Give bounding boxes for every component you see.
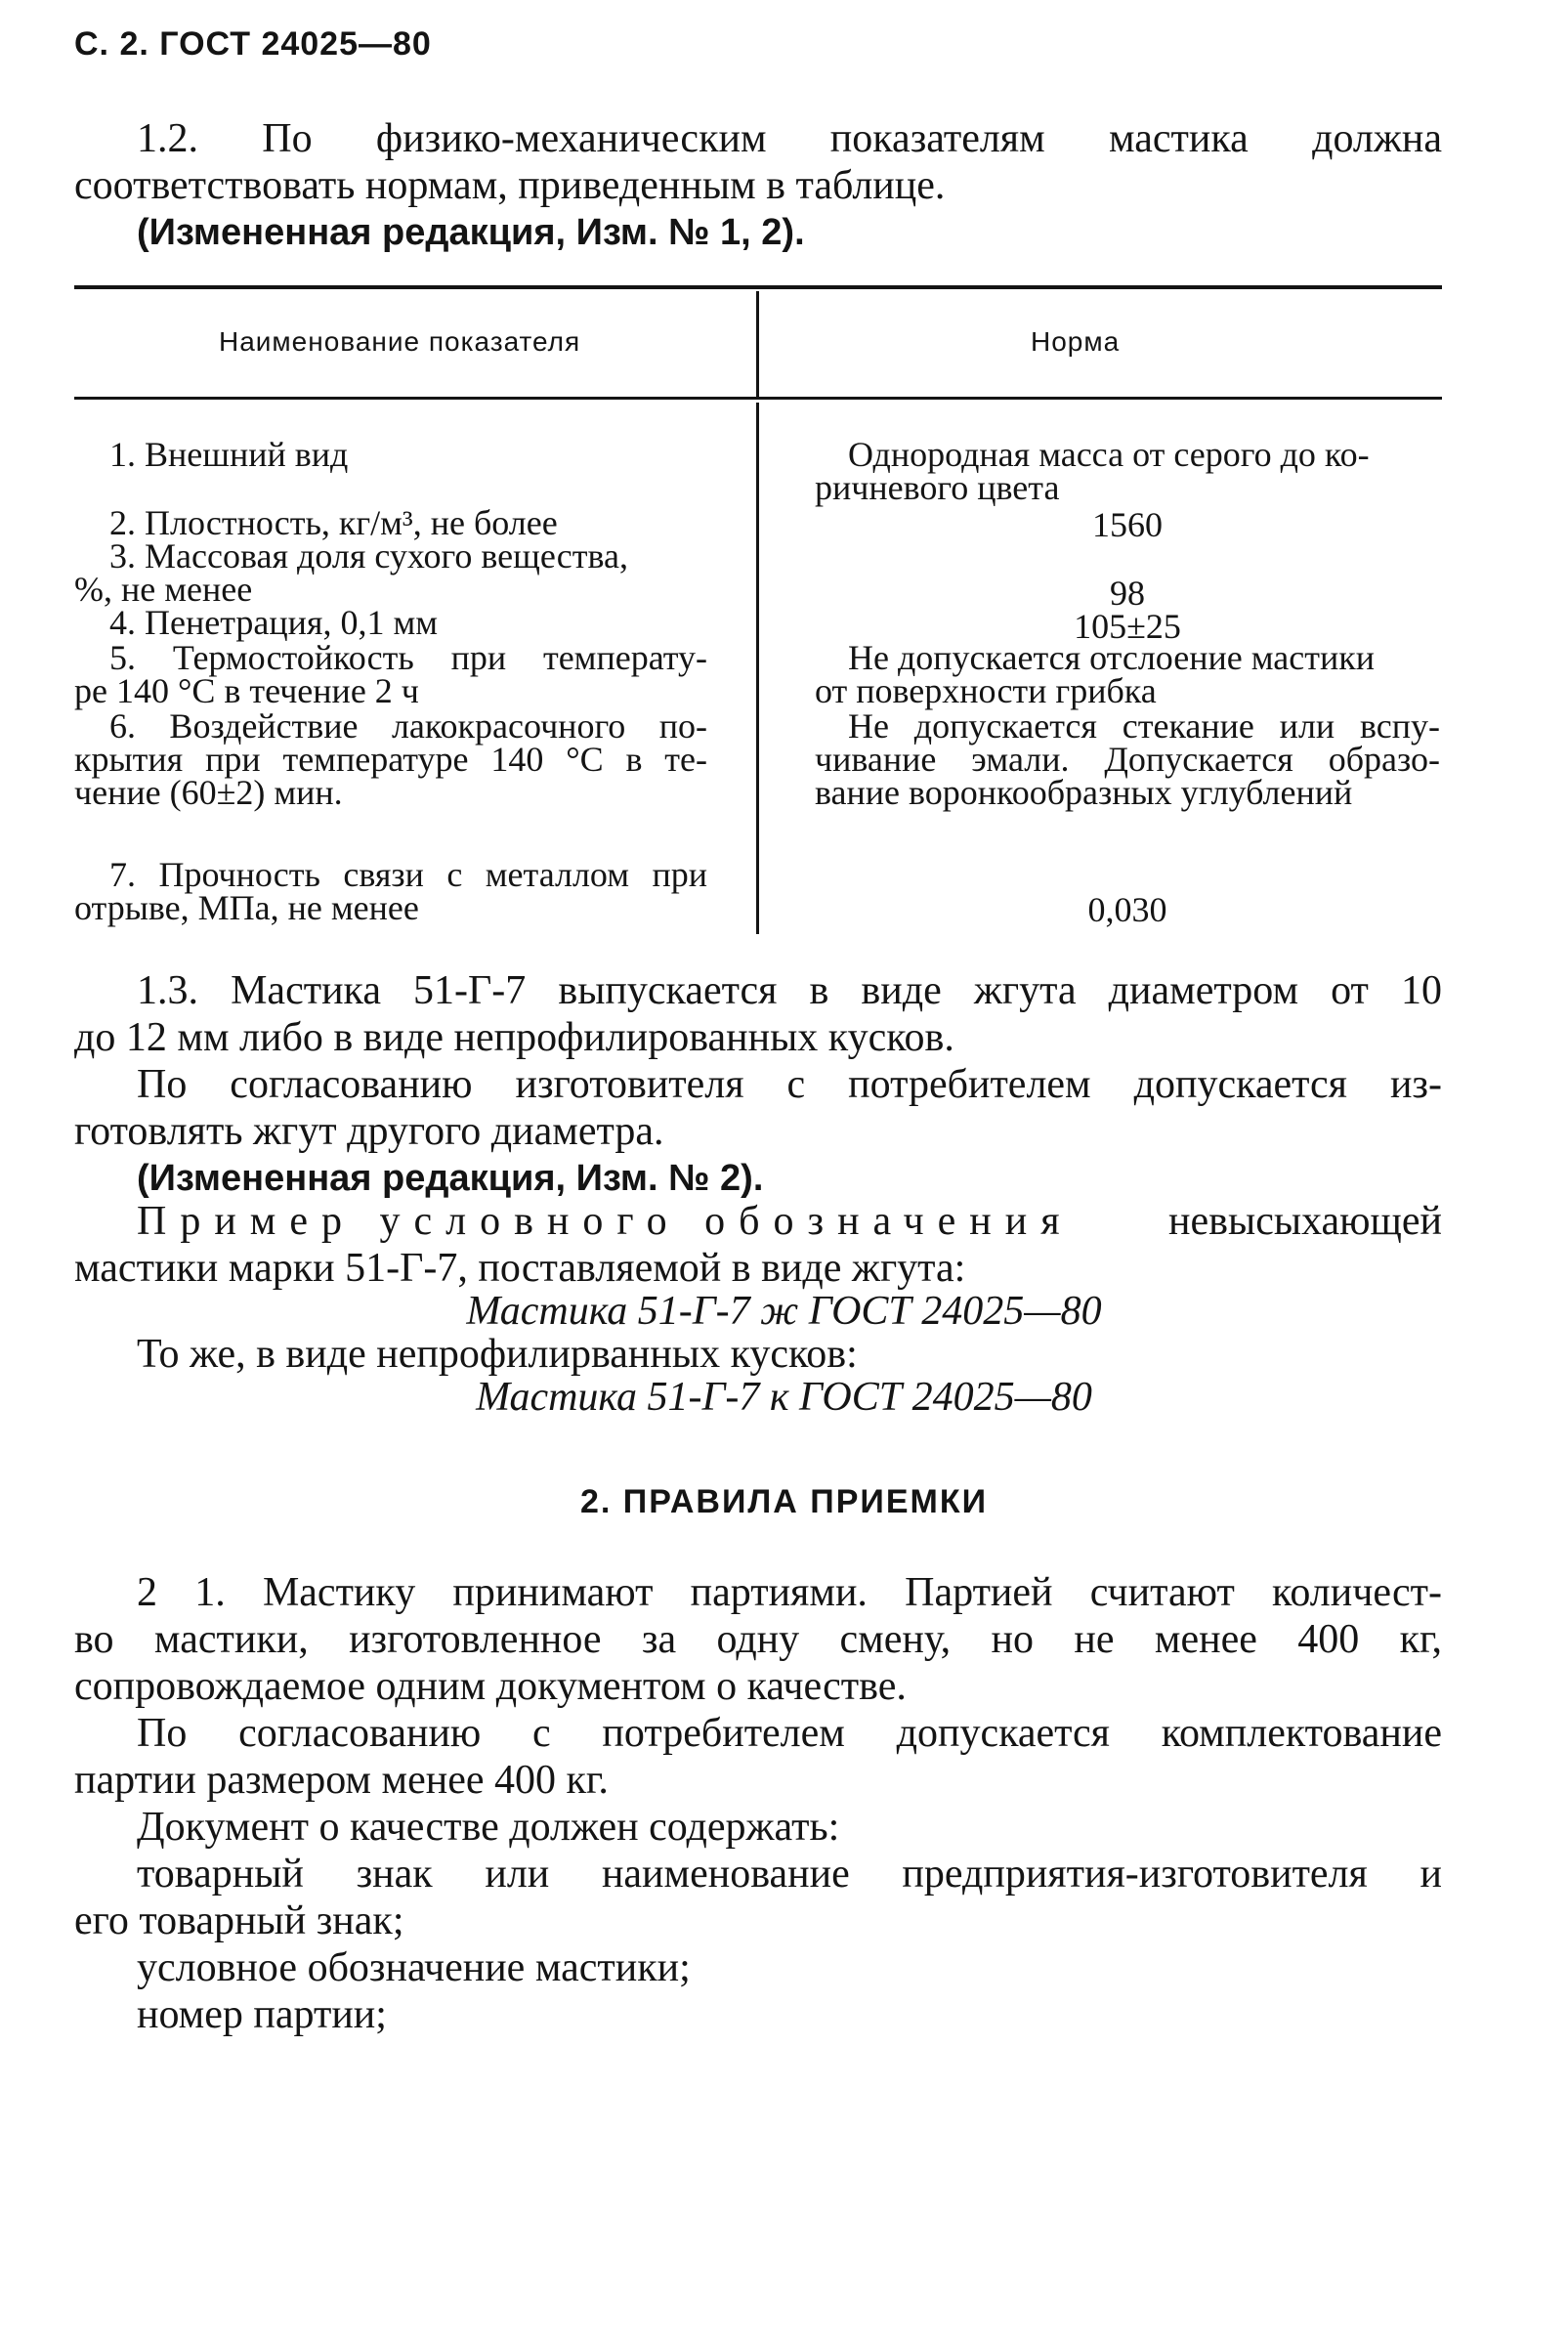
example-designation-2: Мастика 51-Г-7 к ГОСТ 24025—80 [476,1375,1092,1420]
section-2-line: его товарный знак; [74,1898,404,1943]
section-2-line: По согласованию с потребителем допускается комплектование [137,1711,1442,1756]
section-2-line: 2 1. Мастику принимают партиями. Партией считают количест- [137,1570,1442,1615]
table-cell-norm: вание воронкообразных углублений [815,773,1353,812]
example-designation-1: Мастика 51-Г-7 ж ГОСТ 24025—80 [466,1289,1102,1334]
table-cell-norm: Не допускается стекание или вспу- [848,706,1440,746]
example-line2: мастики марки 51-Г-7, поставляемой в виде жгута: [74,1246,966,1291]
section-2-line: условное обозначение мастики; [137,1945,691,1990]
section-2-line: во мастики, изготовленное за одну смену, но не менее 400 кг, [74,1617,1442,1662]
table-cell-name: крытия при температуре 140 °С в те- [74,740,707,779]
table-cell-name: 5. Термостойкость при температу- [109,638,707,677]
section-2-line: партии размером менее 400 кг. [74,1758,609,1803]
table-cell-name: отрыве, МПа, не менее [74,888,419,927]
table-cell-name: 7. Прочность связи с металлом при [109,855,707,894]
section-2-line: Документ о качестве должен содержать: [137,1805,840,1850]
table-body-divider [756,403,759,934]
example-lead-spaced: Пример условного обозначения [137,1199,1074,1244]
table-cell-name: 1. Внешний вид [109,435,349,474]
para-1-2-amendment: (Измененная редакция, Изм. № 1, 2). [137,212,805,253]
para-1-3-line4: готовлять жгут другого диаметра. [74,1109,664,1154]
para-1-3-line3: По согласованию изготовителя с потребителем допускается из- [137,1062,1442,1107]
table-cell-name: ре 140 °С в течение 2 ч [74,671,419,710]
section-2-line: номер партии; [137,1992,387,2037]
table-cell-norm: 1560 [1092,505,1163,544]
para-1-3-line2: до 12 мм либо в виде непрофилированных кусков. [74,1015,954,1060]
table-cell-norm: 0,030 [1087,890,1167,929]
page-header: С. 2. ГОСТ 24025—80 [74,25,432,63]
table-cell-norm: от поверхности грибка [815,671,1157,710]
para-1-2-line1: 1.2. По физико-механическим показателям мастика должна [137,116,1442,161]
para-1-3-amendment: (Измененная редакция, Изм. № 2). [137,1158,764,1199]
section-2-line: сопровождаемое одним документом о качестве. [74,1664,907,1709]
table-cell-norm: 105±25 [1074,607,1181,646]
para-1-3-line1: 1.3. Мастика 51-Г-7 выпускается в виде жгута диаметром от 10 [137,968,1442,1013]
table-cell-norm: чивание эмали. Допускается образо- [815,740,1440,779]
table-header-name: Наименование показателя [219,326,581,357]
table-top-rule [74,285,1442,289]
table-header-norm: Норма [1031,326,1121,357]
example-line3: То же, в виде непрофилирванных кусков: [137,1332,858,1377]
table-cell-norm: ричневого цвета [815,468,1060,507]
para-1-2-line2: соответствовать нормам, приведенным в таблице. [74,163,946,208]
table-cell-norm: Не допускается отслоение мастики [848,638,1375,677]
table-cell-name: 6. Воздействие лакокрасочного по- [109,706,707,746]
table-cell-name: 3. Массовая доля сухого вещества, [109,536,628,576]
table-cell-name: 2. Плостность, кг/м³, не более [109,503,558,542]
table-cell-norm: 98 [1110,574,1145,613]
table-header-rule [74,397,1442,400]
table-cell-name: чение (60±2) мин. [74,773,343,812]
section-2-line: товарный знак или наименование предприятия-изготовителя и [137,1852,1442,1897]
example-lead-tail: невысыхающей [1168,1199,1442,1244]
table-cell-name: 4. Пенетрация, 0,1 мм [109,603,439,642]
table-cell-name: %, не менее [74,570,253,609]
table-header-divider [756,291,759,397]
table-cell-norm: Однородная масса от серого до ко- [848,435,1370,474]
section-2-title: 2. ПРАВИЛА ПРИЕМКИ [579,1483,989,1520]
